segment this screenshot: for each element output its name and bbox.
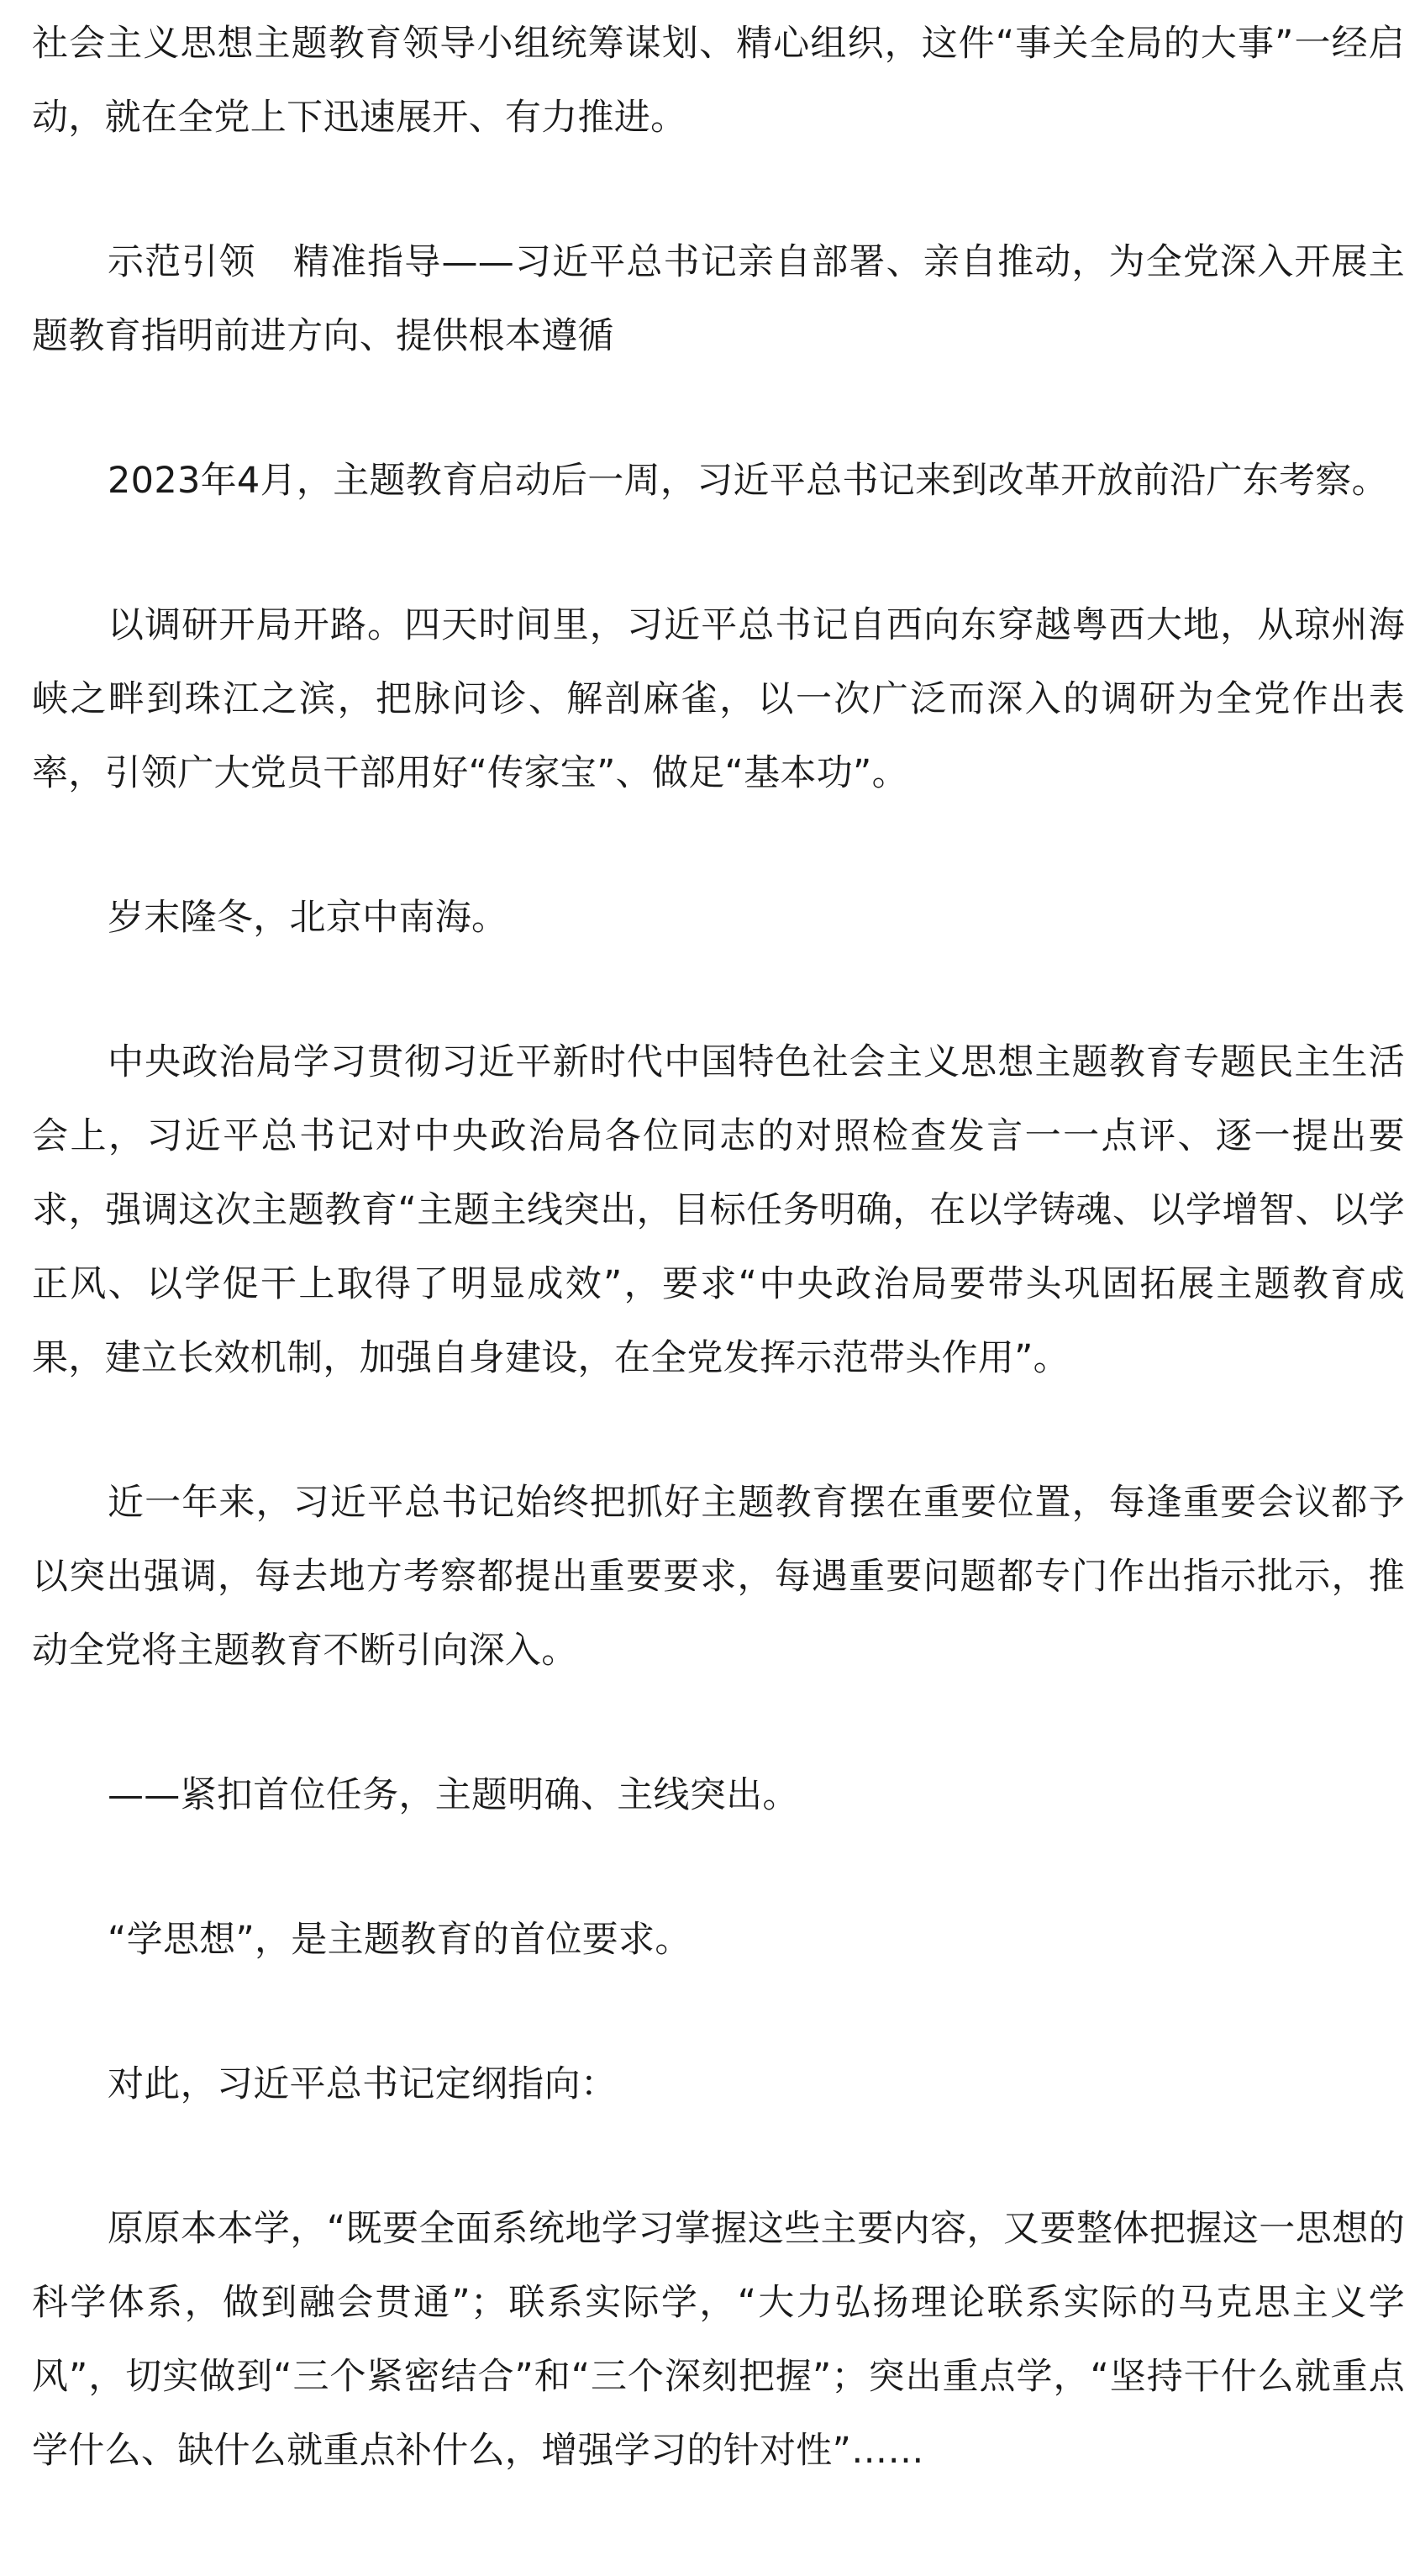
- paragraph: 原原本本学，“既要全面系统地学习掌握这些主要内容，又要整体把握这一思想的科学体系，做到融会贯通”；联系实际学，“大力弘扬理论联系实际的马克思主义学风”，切实做到“三个紧密结合”和“三个深刻把握”；突出重点学，“坚持干什么就重点学什么、缺什么就重点补什么，增强学习的针对性”……: [32, 2208, 1405, 2472]
- paragraph-section-heading: 示范引领 精准指导——习近平总书记亲自部署、亲自推动，为全党深入开展主题教育指明前进方向、提供根本遵循: [32, 241, 1405, 357]
- paragraph: 以调研开局开路。四天时间里，习近平总书记自西向东穿越粤西大地，从琼州海峡之畔到珠江之滨，把脉问诊、解剖麻雀，以一次广泛而深入的调研为全党作出表率，引领广大党员干部用好“传家宝”、做足“基本功”。: [32, 604, 1405, 794]
- paragraph: 对此，习近平总书记定纲指向：: [108, 2063, 618, 2105]
- paragraph: 近一年来，习近平总书记始终把抓好主题教育摆在重要位置，每逢重要会议都予以突出强调，每去地方考察都提出重要要求，每遇重要问题都专门作出指示批示，推动全党将主题教育不断引向深入。: [32, 1482, 1405, 1672]
- paragraph: 岁末隆冬，北京中南海。: [108, 897, 508, 939]
- article-body: [32, 7, 1405, 2488]
- paragraph-subheading: ——紧扣首位任务，主题明确、主线突出。: [108, 1774, 799, 1816]
- paragraph: “学思想”，是主题教育的首位要求。: [108, 1919, 692, 1961]
- paragraph-continuation: 社会主义思想主题教育领导小组统筹谋划、精心组织，这件“事关全局的大事”一经启动，就在全党上下迅速展开、有力推进。: [32, 23, 1405, 139]
- paragraph: 中央政治局学习贯彻习近平新时代中国特色社会主义思想主题教育专题民主生活会上，习近平总书记对中央政治局各位同志的对照检查发言一一点评、逐一提出要求，强调这次主题教育“主题主线突出，目标任务明确，在以学铸魂、以学增智、以学正风、以学促干上取得了明显成效”，要求“中央政治局要带头巩固拓展主题教育成果，建立长效机制，加强自身建设，在全党发挥示范带头作用”。: [32, 1041, 1405, 1379]
- paragraph: 2023年4月，主题教育启动后一周，习近平总书记来到改革开放前沿广东考察。: [108, 460, 1388, 502]
